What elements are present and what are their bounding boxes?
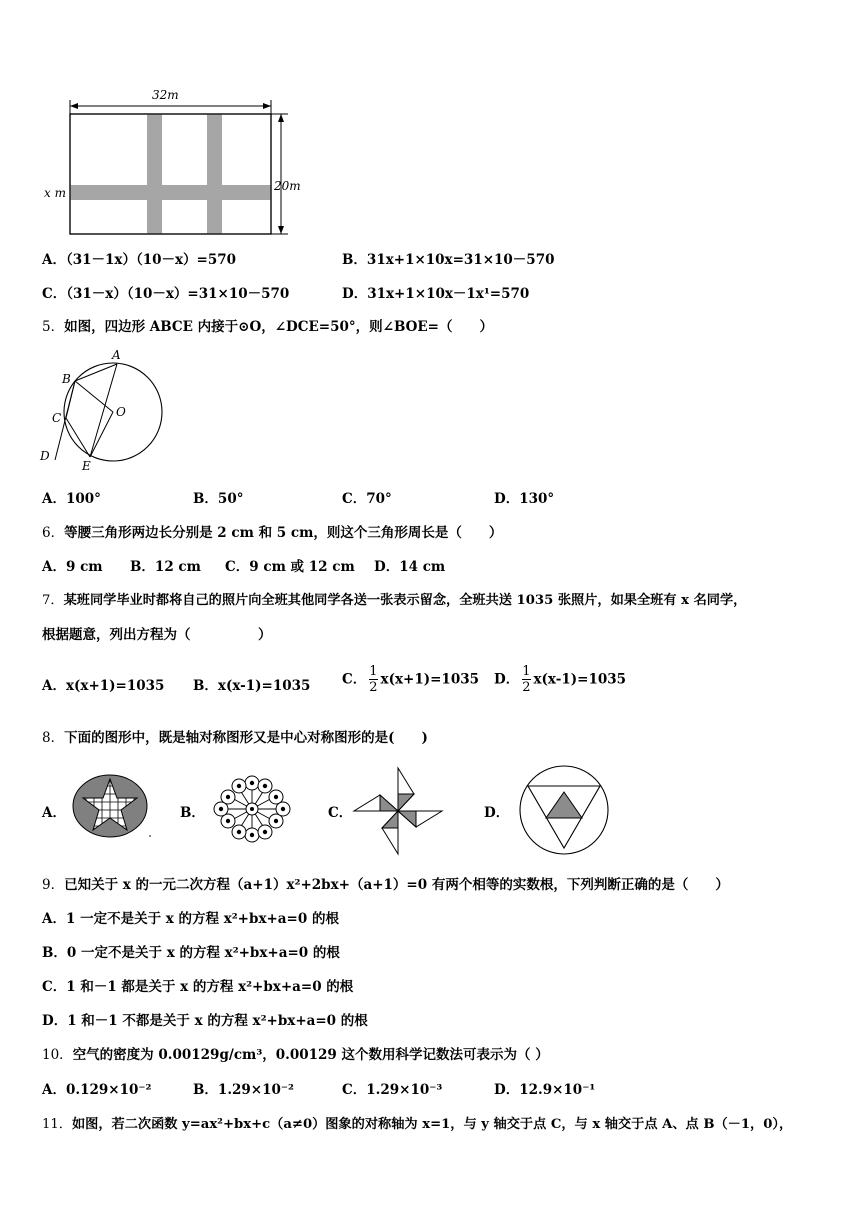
option-text: x(x-1)=1035 <box>217 678 311 694</box>
option-letter: B． <box>180 805 205 821</box>
q7-stem-line2 <box>42 626 272 644</box>
option-text: 31x+1×10x－1x¹=570 <box>367 286 530 302</box>
option-letter: B． <box>193 678 218 694</box>
q4-height-label: 20m <box>274 179 301 193</box>
question-number: 8． <box>42 730 65 746</box>
option-text: 1 一定不是关于 x 的方程 x²+bx+a=0 的根 <box>65 911 339 927</box>
q5-option-c[interactable] <box>342 490 392 508</box>
option-text: 1 和－1 都是关于 x 的方程 x²+bx+a=0 的根 <box>66 979 354 995</box>
q8-option-a[interactable] <box>42 804 66 822</box>
q7-option-d[interactable] <box>494 664 626 695</box>
question-text: 下面的图形中，既是轴对称图形又是中心对称图形的是( ) <box>64 730 428 746</box>
question-text: 已知关于 x 的一元二次方程（a+1）x²+2bx+（a+1）=0 有两个相等的实数根，下列判断正确的是（ ） <box>64 877 729 893</box>
question-number: 6． <box>42 525 65 541</box>
option-text: 130° <box>519 491 555 507</box>
option-letter: C． <box>342 491 367 507</box>
q8-stem <box>42 729 428 747</box>
option-letter: C． <box>342 1082 367 1098</box>
option-text: 50° <box>217 491 244 507</box>
option-letter: A． <box>42 252 66 268</box>
q10-option-a[interactable] <box>42 1081 151 1099</box>
q8-figure-b-flower-circles[interactable] <box>212 774 292 844</box>
q9-option-c[interactable] <box>42 978 353 996</box>
option-letter: A． <box>42 805 66 821</box>
q7-option-b[interactable] <box>193 677 310 695</box>
q4-road-figure <box>40 84 310 240</box>
q9-stem <box>42 876 729 894</box>
denominator: 2 <box>369 680 378 695</box>
option-text: 9 cm <box>65 559 103 575</box>
option-letter: A． <box>42 491 66 507</box>
option-text: x(x+1)=1035 <box>380 671 479 688</box>
option-text: 9 cm 或 12 cm <box>249 559 355 575</box>
option-letter: C． <box>42 286 67 302</box>
option-letter: A． <box>42 559 66 575</box>
q4-option-a[interactable] <box>42 251 236 269</box>
q4-option-b[interactable] <box>342 251 555 269</box>
option-text: 1.29×10⁻³ <box>366 1082 443 1098</box>
question-text: 根据题意，列出方程为（ ） <box>42 627 272 643</box>
option-text: 70° <box>366 491 392 507</box>
option-text: 1.29×10⁻² <box>217 1082 294 1098</box>
q5-option-a[interactable] <box>42 490 101 508</box>
option-text: 1 和－1 不都是关于 x 的方程 x²+bx+a=0 的根 <box>67 1013 368 1029</box>
question-number: 9． <box>42 877 65 893</box>
question-text: 如图，四边形 ABCE 内接于⊙O，∠DCE=50°，则∠BOE=（ ） <box>64 319 493 335</box>
q6-stem <box>42 524 502 542</box>
q5-label-o: O <box>116 405 126 419</box>
option-letter: D． <box>342 286 368 302</box>
option-letter: D． <box>494 1082 520 1098</box>
fraction <box>369 664 377 695</box>
question-text: 某班同学毕业时都将自己的照片向全班其他同学各送一张表示留念，全班共送 1035 张照片，如果全班有 x 名同学， <box>63 593 747 608</box>
option-text: x(x+1)=1035 <box>65 678 165 694</box>
q7-option-c[interactable] <box>342 664 479 695</box>
q4-road-label: x m <box>44 186 66 200</box>
question-number: 10． <box>42 1047 73 1063</box>
q10-option-d[interactable] <box>494 1081 595 1099</box>
option-letter: C． <box>328 805 353 821</box>
q11-stem <box>42 1116 792 1134</box>
option-letter: B． <box>42 945 67 961</box>
option-letter: C． <box>225 559 250 575</box>
q4-option-d[interactable] <box>342 285 529 303</box>
denominator: 2 <box>522 680 531 695</box>
q8-figure-d-triangles-in-circle[interactable] <box>516 762 612 858</box>
option-text: （31－x）（10－x）=31×10－570 <box>66 286 290 302</box>
q8-option-d[interactable] <box>484 804 509 822</box>
option-text: 12 cm <box>154 559 201 575</box>
q6-option-d[interactable] <box>374 558 445 576</box>
q9-option-a[interactable] <box>42 910 339 928</box>
option-letter: A． <box>42 911 66 927</box>
q9-option-b[interactable] <box>42 944 340 962</box>
option-letter: B． <box>342 252 367 268</box>
q4-option-c[interactable] <box>42 285 289 303</box>
option-letter: C． <box>42 979 67 995</box>
q5-label-d: D <box>40 449 50 463</box>
q5-label-a: A <box>112 348 121 362</box>
option-letter: B． <box>130 559 155 575</box>
question-number: 11． <box>42 1117 72 1132</box>
option-letter: A． <box>42 678 66 694</box>
option-text: 100° <box>65 491 101 507</box>
option-letter: A． <box>42 1082 66 1098</box>
q8-figure-c-pinwheel[interactable] <box>350 766 446 856</box>
option-letter: D． <box>374 559 400 575</box>
q8-figure-a-star-in-circle[interactable] <box>70 772 154 840</box>
option-text: 12.9×10⁻¹ <box>519 1082 596 1098</box>
q4-width-label: 32m <box>152 88 179 102</box>
option-letter: C． <box>342 671 367 688</box>
q6-option-a[interactable] <box>42 558 103 576</box>
option-text: （31－1x）（10－x）=570 <box>65 252 237 268</box>
question-text: 空气的密度为 0.00129g/cm³，0.00129 这个数用科学记数法可表示为（ ） <box>72 1047 549 1063</box>
question-number: 5． <box>42 319 65 335</box>
q5-option-d[interactable] <box>494 490 554 508</box>
q6-option-b[interactable] <box>130 558 201 576</box>
option-letter: D． <box>484 805 510 821</box>
option-letter: B． <box>193 1082 218 1098</box>
q5-label-e: E <box>82 459 91 473</box>
option-text: 14 cm <box>399 559 446 575</box>
fraction <box>522 664 530 695</box>
option-letter: D． <box>494 671 520 688</box>
q5-label-c: C <box>52 411 62 425</box>
q10-option-b[interactable] <box>193 1081 294 1099</box>
numerator: 1 <box>369 664 378 679</box>
option-text: x(x-1)=1035 <box>533 671 627 688</box>
q10-stem <box>42 1046 549 1064</box>
q8-option-c[interactable] <box>328 804 352 822</box>
q5-stem <box>42 318 493 336</box>
option-letter: B． <box>193 491 218 507</box>
option-letter: D． <box>42 1013 68 1029</box>
q5-circle-figure <box>38 344 168 474</box>
q10-option-c[interactable] <box>342 1081 442 1099</box>
option-text: 0 一定不是关于 x 的方程 x²+bx+a=0 的根 <box>66 945 340 961</box>
question-text: 等腰三角形两边长分别是 2 cm 和 5 cm，则这个三角形周长是（ ） <box>64 525 503 541</box>
question-text: 如图，若二次函数 y=ax²+bx+c（a≠0）图象的对称轴为 x=1，与 y 轴交于点 C，与 x 轴交于点 A、点 B（－1，0）， <box>71 1117 793 1132</box>
q5-option-b[interactable] <box>193 490 243 508</box>
option-text: 31x+1×10x=31×10－570 <box>366 252 555 268</box>
q7-stem-line1 <box>42 592 746 610</box>
option-text: 0.129×10⁻² <box>65 1082 152 1098</box>
option-letter: D． <box>494 491 520 507</box>
numerator: 1 <box>522 664 531 679</box>
q6-option-c[interactable] <box>225 558 355 576</box>
question-number: 7． <box>42 593 64 608</box>
q8-option-b[interactable] <box>180 804 205 822</box>
q7-option-a[interactable] <box>42 677 164 695</box>
q9-option-d[interactable] <box>42 1012 368 1030</box>
q5-label-b: B <box>62 372 71 386</box>
